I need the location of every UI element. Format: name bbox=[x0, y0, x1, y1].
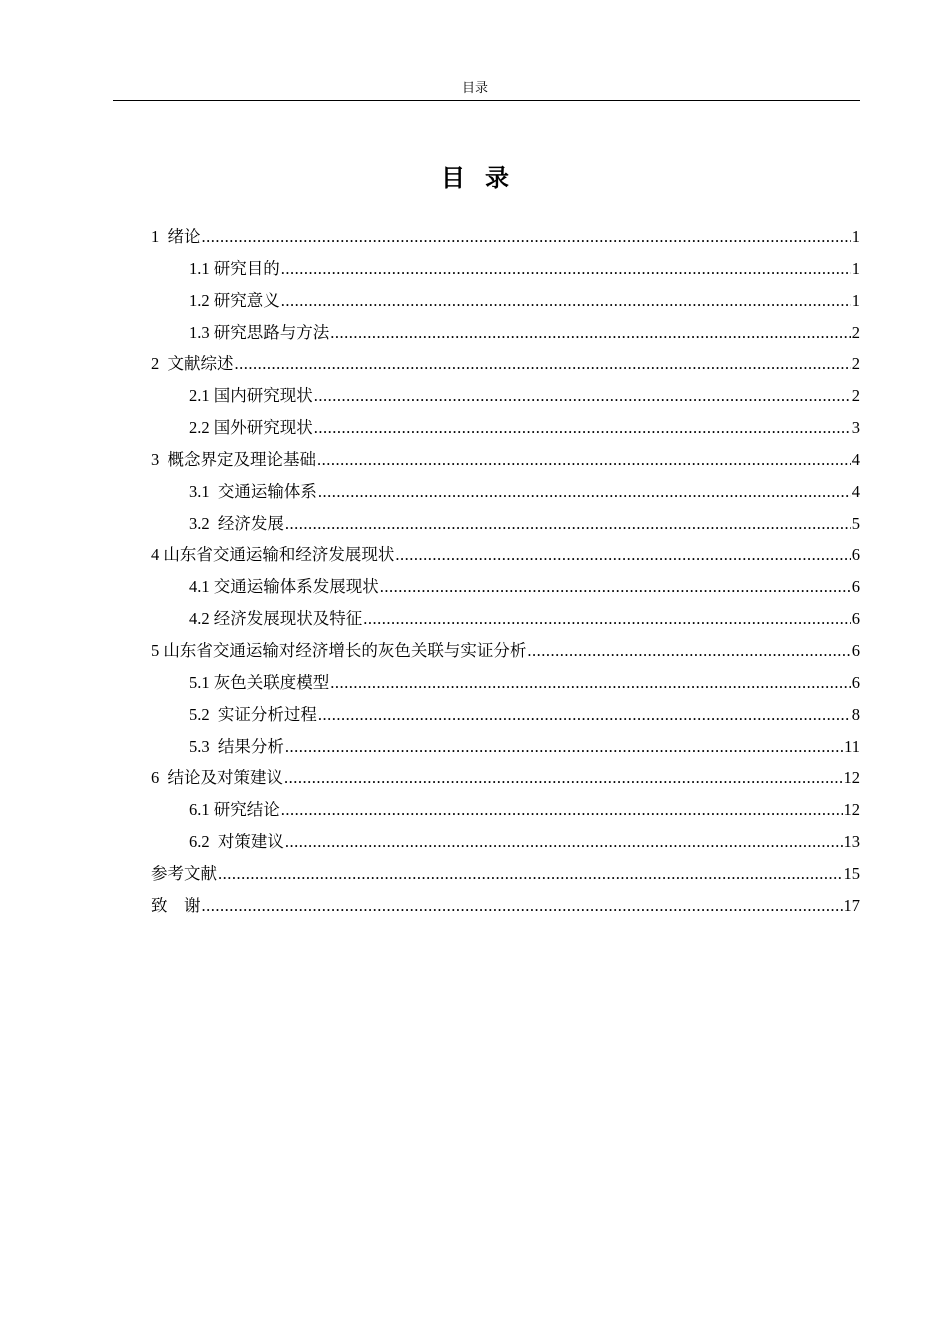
toc-title: 目录 bbox=[441, 164, 529, 192]
toc-entry-label: 5.2 实证分析过程 bbox=[189, 704, 317, 724]
toc-entry-label: 1.2 研究意义 bbox=[189, 290, 280, 310]
toc-dot-leader bbox=[395, 539, 850, 571]
toc-dot-leader bbox=[281, 253, 851, 285]
toc-entry-page-number: 6 bbox=[851, 545, 860, 565]
toc-entry-label: 5 山东省交通运输对经济增长的灰色关联与实证分析 bbox=[151, 640, 527, 660]
toc-entry-page-number: 4 bbox=[851, 481, 860, 501]
toc-entry-page-number: 4 bbox=[851, 449, 860, 469]
toc-entry-label: 1.1 研究目的 bbox=[189, 258, 280, 278]
toc-entry-page-number: 6 bbox=[851, 640, 860, 660]
toc-dot-leader bbox=[318, 699, 851, 731]
toc-entry-page-number: 1 bbox=[851, 258, 860, 278]
toc-dot-leader bbox=[281, 285, 851, 317]
toc-dot-leader bbox=[202, 890, 843, 922]
toc-entry-label: 2 文献综述 bbox=[151, 354, 234, 374]
toc-entry-label: 1.3 研究思路与方法 bbox=[189, 322, 330, 342]
toc-entry-label: 5.1 灰色关联度模型 bbox=[189, 672, 330, 692]
toc-entry-label: 3 概念界定及理论基础 bbox=[151, 449, 316, 469]
toc-entry-page-number: 1 bbox=[851, 227, 860, 246]
toc-entry[interactable] bbox=[151, 476, 860, 508]
toc-entry-page-number: 2 bbox=[851, 386, 860, 406]
toc-dot-leader bbox=[285, 826, 843, 858]
toc-entry[interactable] bbox=[151, 667, 860, 699]
toc-entry-label: 2.2 国外研究现状 bbox=[189, 418, 313, 438]
toc-dot-leader bbox=[363, 603, 851, 635]
toc-entry-page-number: 6 bbox=[851, 577, 860, 597]
toc-entry-page-number: 5 bbox=[851, 513, 860, 533]
toc-entry-page-number: 13 bbox=[843, 832, 860, 852]
toc-entry[interactable] bbox=[151, 221, 860, 253]
toc-entry-label: 6.1 研究结论 bbox=[189, 800, 280, 820]
toc-entry[interactable] bbox=[151, 444, 860, 476]
toc-entry[interactable] bbox=[151, 826, 860, 858]
toc-entry-page-number: 3 bbox=[851, 418, 860, 438]
toc-entry[interactable] bbox=[151, 603, 860, 635]
toc-entry[interactable] bbox=[151, 762, 860, 794]
toc-entry-label: 参考文献 bbox=[151, 863, 217, 883]
toc-entry-page-number: 15 bbox=[843, 863, 860, 883]
toc-dot-leader bbox=[330, 317, 851, 349]
toc-entry[interactable] bbox=[151, 794, 860, 826]
toc-entry[interactable] bbox=[151, 317, 860, 349]
toc-entry-page-number: 11 bbox=[844, 736, 860, 756]
toc-dot-leader bbox=[235, 348, 851, 380]
toc-entry-label: 4 山东省交通运输和经济发展现状 bbox=[151, 545, 395, 565]
toc-dot-leader bbox=[527, 635, 850, 667]
toc-entry[interactable] bbox=[151, 731, 860, 763]
toc-dot-leader bbox=[318, 476, 851, 508]
toc-entry-label: 3.1 交通运输体系 bbox=[189, 481, 317, 501]
toc-entry[interactable] bbox=[151, 412, 860, 444]
running-header: 目录 bbox=[461, 80, 488, 95]
table-of-contents bbox=[151, 221, 860, 922]
toc-entry[interactable] bbox=[151, 699, 860, 731]
toc-entry-page-number: 12 bbox=[843, 768, 860, 788]
toc-entry-page-number: 6 bbox=[851, 609, 860, 629]
toc-dot-leader bbox=[281, 794, 843, 826]
toc-entry[interactable] bbox=[151, 890, 860, 922]
toc-dot-leader bbox=[314, 412, 851, 444]
header-rule bbox=[113, 100, 860, 101]
toc-entry[interactable] bbox=[151, 253, 860, 285]
toc-entry[interactable] bbox=[151, 348, 860, 380]
toc-dot-leader bbox=[330, 667, 851, 699]
toc-entry-label: 5.3 结果分析 bbox=[189, 736, 284, 756]
toc-entry-label: 4.2 经济发展现状及特征 bbox=[189, 609, 363, 629]
toc-entry-label: 3.2 经济发展 bbox=[189, 513, 284, 533]
toc-entry-label: 2.1 国内研究现状 bbox=[189, 386, 313, 406]
toc-dot-leader bbox=[285, 508, 851, 540]
toc-entry[interactable] bbox=[151, 539, 860, 571]
toc-entry[interactable] bbox=[151, 858, 860, 890]
toc-dot-leader bbox=[284, 762, 843, 794]
toc-dot-leader bbox=[380, 571, 851, 603]
toc-entry-page-number: 12 bbox=[843, 800, 860, 820]
toc-entry[interactable] bbox=[151, 508, 860, 540]
toc-entry[interactable] bbox=[151, 571, 860, 603]
toc-entry-page-number: 17 bbox=[843, 895, 860, 915]
toc-entry-page-number: 6 bbox=[851, 672, 860, 692]
toc-dot-leader bbox=[314, 380, 851, 412]
toc-entry-page-number: 2 bbox=[851, 322, 860, 342]
toc-dot-leader bbox=[317, 444, 851, 476]
toc-entry-page-number: 1 bbox=[851, 290, 860, 310]
toc-entry-label: 4.1 交通运输体系发展现状 bbox=[189, 577, 379, 597]
toc-dot-leader bbox=[202, 221, 851, 253]
toc-entry-label: 1 绪论 bbox=[151, 227, 201, 246]
toc-entry[interactable] bbox=[151, 285, 860, 317]
toc-entry-label: 6 结论及对策建议 bbox=[151, 768, 283, 788]
toc-dot-leader bbox=[218, 858, 843, 890]
toc-entry[interactable] bbox=[151, 380, 860, 412]
toc-entry-page-number: 2 bbox=[851, 354, 860, 374]
toc-entry[interactable] bbox=[151, 635, 860, 667]
toc-entry-page-number: 8 bbox=[851, 704, 860, 724]
toc-entry-label: 6.2 对策建议 bbox=[189, 832, 284, 852]
toc-entry-label: 致 谢 bbox=[151, 895, 201, 915]
toc-dot-leader bbox=[285, 731, 843, 763]
